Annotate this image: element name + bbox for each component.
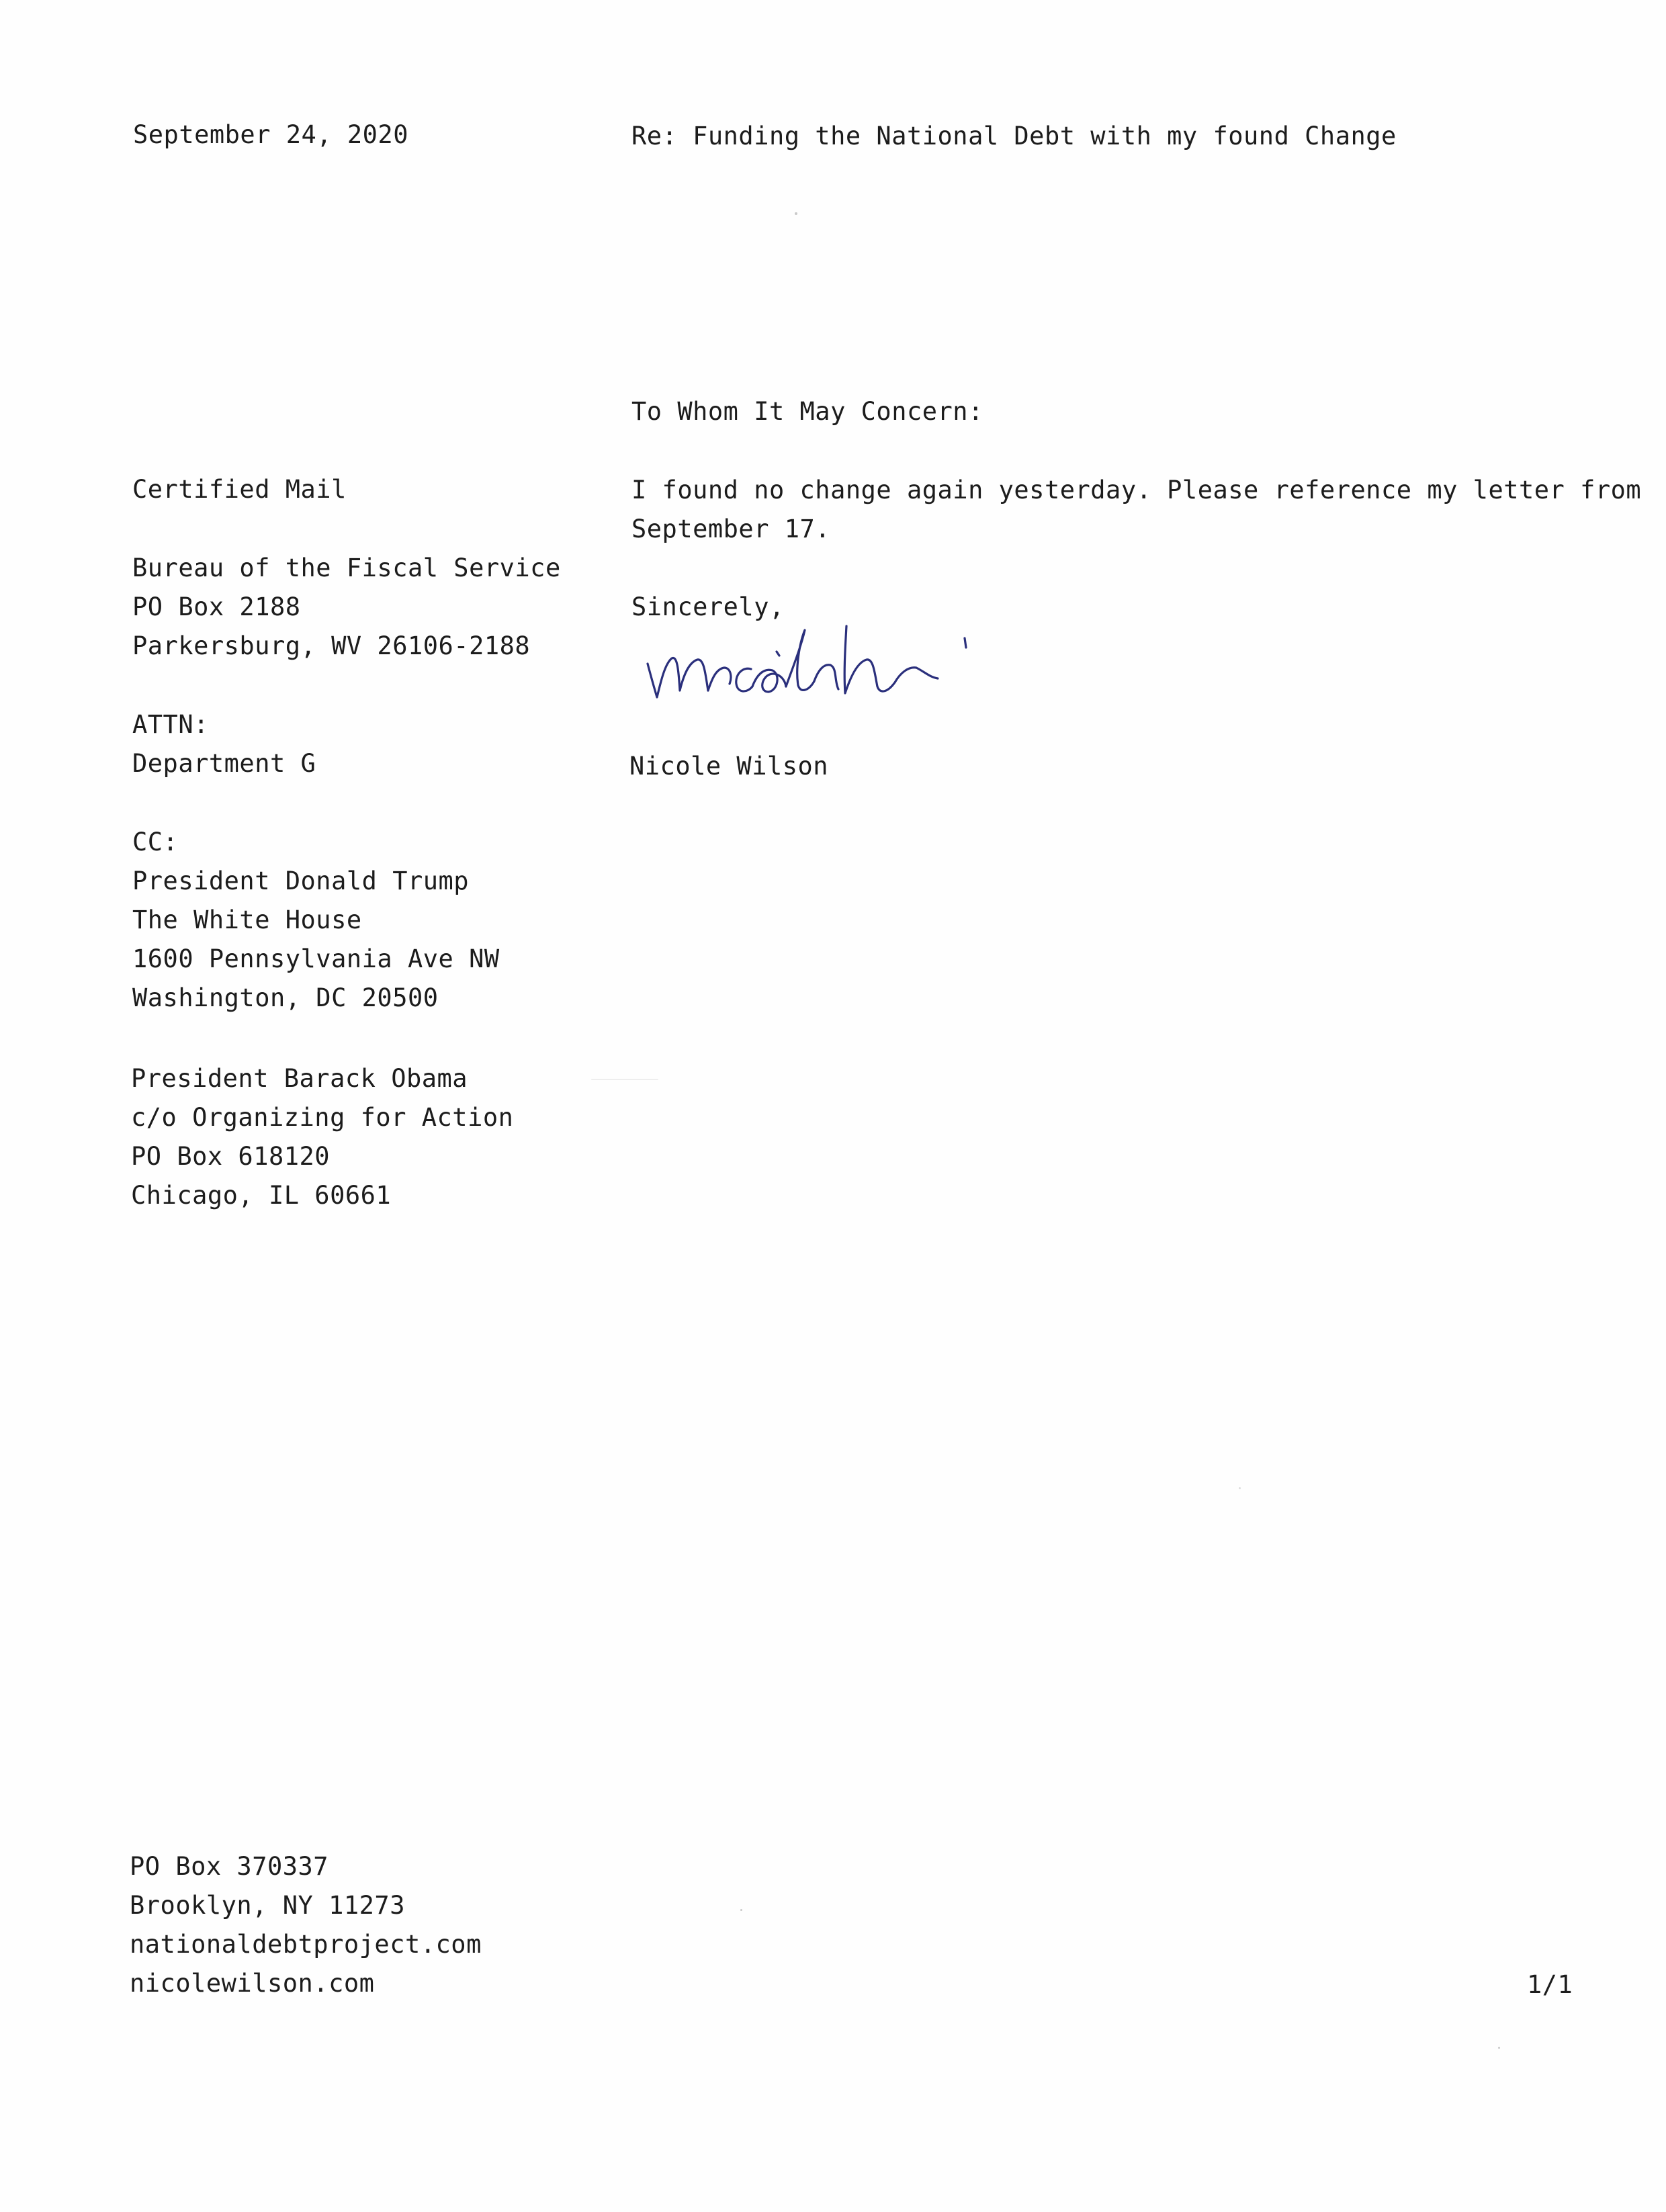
scan-speck (1498, 2047, 1500, 2049)
page-number-text: 1/1 (1527, 1970, 1573, 1999)
salutation-text: To Whom It May Concern: (631, 397, 983, 426)
attn-value: Department G (132, 749, 316, 778)
address-line: Chicago, IL 60661 (131, 1181, 392, 1210)
scan-speck (795, 212, 797, 215)
body-line: September 17. (631, 515, 831, 543)
attn-label: ATTN: (132, 710, 209, 739)
address-line: Parkersburg, WV 26106-2188 (132, 631, 531, 660)
address-line: c/o Organizing for Action (131, 1103, 514, 1132)
mailing-method-text: Certified Mail (132, 475, 347, 504)
address-line: Washington, DC 20500 (132, 983, 439, 1012)
sender-footer (130, 1847, 482, 2003)
address-line: Bureau of the Fiscal Service (132, 554, 561, 582)
address-line: President Donald Trump (132, 867, 470, 895)
scan-speck (740, 1909, 742, 1911)
closing-text: Sincerely, (631, 592, 785, 621)
mailing-method (132, 470, 347, 509)
body-line: I found no change again yesterday. Please reference my letter from (631, 476, 1642, 504)
address-line: PO Box 2188 (132, 592, 301, 621)
footer-line: PO Box 370337 (130, 1852, 329, 1881)
cc-block-obama (131, 1059, 513, 1215)
letter-subject (631, 117, 1397, 156)
footer-line: nationaldebtproject.com (130, 1930, 482, 1959)
letter-salutation (631, 392, 983, 431)
letter-body (631, 471, 1641, 549)
cc-block-trump (132, 823, 500, 1018)
date-text: September 24, 2020 (133, 120, 408, 149)
recipient-address (132, 549, 561, 666)
cc-label: CC: (132, 828, 179, 856)
handwritten-signature (645, 617, 1035, 717)
signer-name: Nicole Wilson (629, 752, 829, 781)
footer-line: Brooklyn, NY 11273 (130, 1891, 405, 1920)
page-number (1527, 1965, 1573, 2004)
scan-speck (591, 1079, 658, 1080)
scan-speck (1239, 1487, 1241, 1489)
letter-date (133, 116, 408, 154)
address-line: 1600 Pennsylvania Ave NW (132, 944, 500, 973)
attention-block (132, 705, 316, 783)
letter-signer (629, 747, 828, 786)
address-line: PO Box 618120 (131, 1142, 331, 1171)
address-line: The White House (132, 905, 362, 934)
address-line: President Barack Obama (131, 1064, 468, 1093)
footer-line: nicolewilson.com (130, 1969, 375, 1998)
signature-graphic (645, 617, 1035, 717)
subject-text: Re: Funding the National Debt with my found Change (631, 122, 1397, 150)
